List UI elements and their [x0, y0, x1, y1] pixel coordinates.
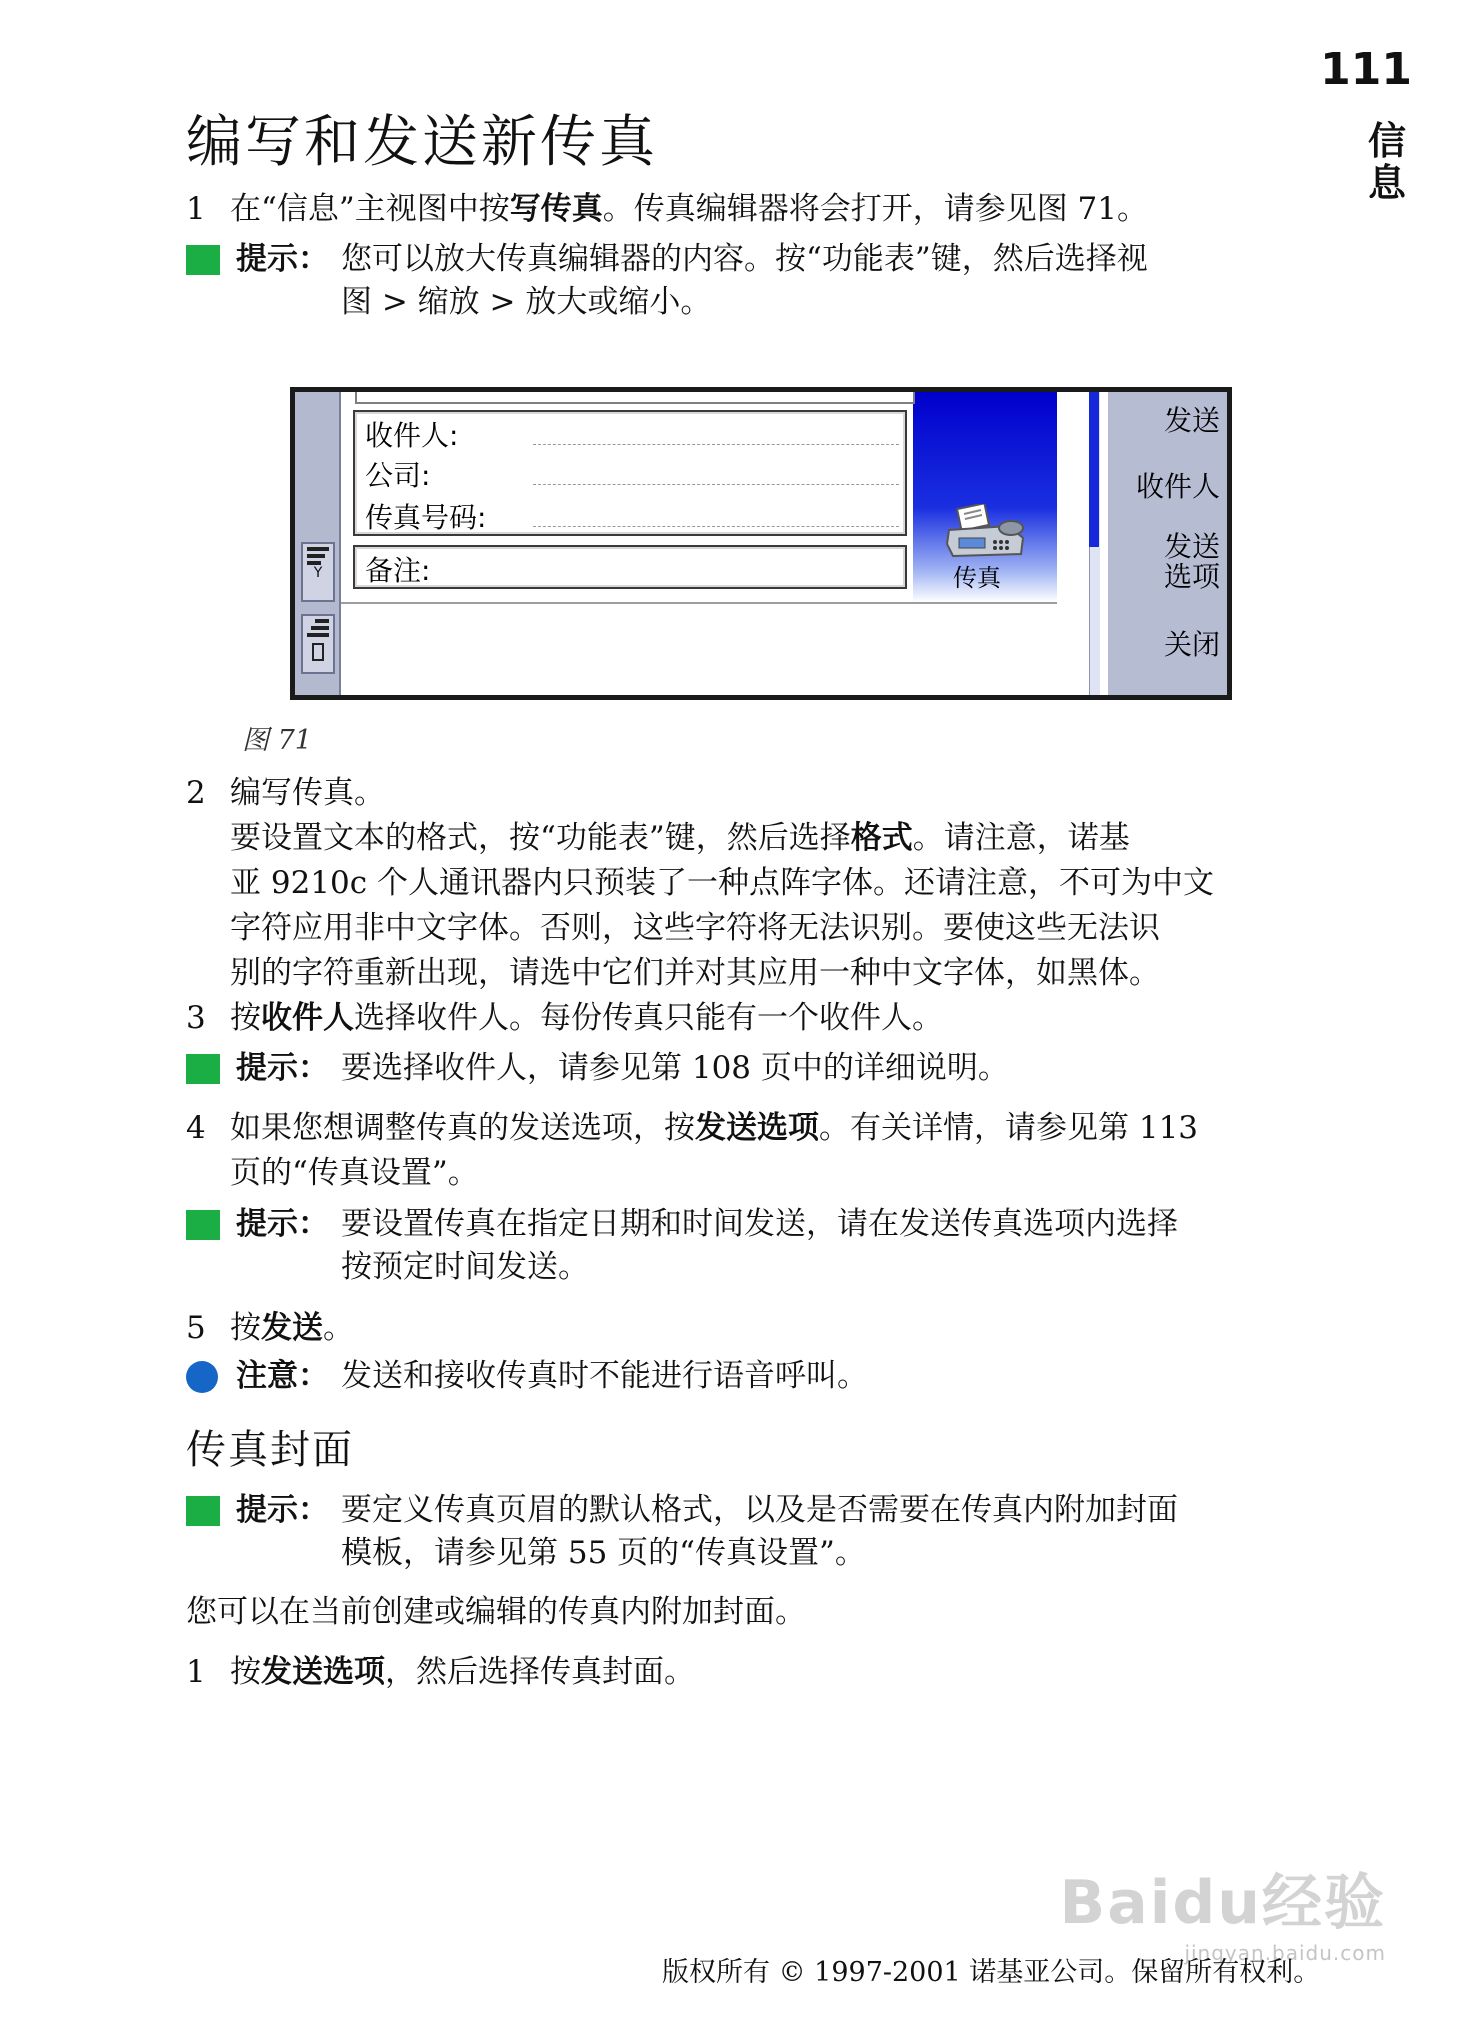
tip-label: 提示：	[236, 1206, 329, 1242]
step-text: 亚 9210c 个人通讯器内只预装了一种点阵字体。还请注意，不可为中文	[230, 865, 1214, 901]
note-1	[186, 1355, 1346, 1398]
tip-4	[186, 1489, 1346, 1575]
watermark-url: jingyan.baidu.com	[1184, 1941, 1386, 1965]
recipient-field[interactable]	[533, 444, 899, 445]
side-tab	[1364, 120, 1410, 204]
tip-text: 您可以放大传真编辑器的内容。按“功能表”键，然后选择视	[341, 241, 1148, 277]
step-text: 按	[230, 1654, 261, 1690]
tip-marker-icon	[186, 1210, 220, 1240]
step-text: 。有关详情，请参见第 113	[819, 1110, 1199, 1146]
signal-strength-icon: Y	[301, 542, 335, 602]
status-indicator-bar	[295, 392, 341, 695]
tip-text: 要设置传真在指定日期和时间发送，请在发送传真选项内选择	[341, 1206, 1178, 1242]
side-tab-char: 息	[1367, 161, 1406, 205]
send-options-line: 发送	[1163, 530, 1220, 563]
step-number: 2	[186, 775, 206, 811]
watermark-brand: Baidu经验	[1059, 1868, 1386, 1938]
step-text: 要设置文本的格式，按“功能表”键，然后选择	[230, 820, 851, 856]
page-number: 111	[1320, 44, 1412, 95]
step-number: 1	[186, 191, 206, 227]
step-2	[186, 771, 1346, 996]
tip-label: 提示：	[236, 1492, 329, 1528]
step-text: 别的字符重新出现，请选中它们并对其应用一种中文字体，如黑体。	[230, 955, 1160, 991]
step-text: 如果您想调整传真的发送选项，按	[230, 1110, 695, 1146]
note-text: 发送和接收传真时不能进行语音呼叫。	[341, 1358, 868, 1394]
note-marker-icon	[186, 1361, 218, 1393]
step-text: 。传真编辑器将会打开，请参见图 71。	[602, 191, 1149, 227]
fax-number-field[interactable]	[533, 526, 899, 527]
send-options-softkey[interactable]	[1164, 532, 1220, 592]
fax-number-label: 传真号码:	[365, 501, 487, 534]
tip-text: 图 > 缩放 > 放大或缩小。	[341, 284, 712, 320]
step-3	[186, 996, 1346, 1041]
tip-2	[186, 1047, 1346, 1090]
step-5	[186, 1306, 1346, 1351]
notes-label: 备注:	[365, 554, 431, 587]
step-text: 编写传真。	[230, 775, 385, 811]
tip-1	[186, 238, 1346, 324]
step-command: 发送选项	[695, 1110, 819, 1146]
step-1	[186, 187, 1346, 232]
notes-field[interactable]	[353, 545, 907, 589]
figure-caption: 图 71	[242, 725, 312, 756]
paragraph: 您可以在当前创建或编辑的传真内附加封面。	[186, 1594, 806, 1630]
step-text: ，然后选择传真封面。	[385, 1654, 695, 1690]
softkey-panel	[1105, 392, 1230, 695]
send-softkey[interactable]: 发送	[1163, 404, 1220, 437]
step-text: 选择收件人。每份传真只能有一个收件人。	[354, 1000, 943, 1036]
step-number: 5	[186, 1310, 206, 1346]
fax-machine-icon	[945, 504, 1027, 560]
step-number: 1	[186, 1654, 206, 1690]
send-options-line: 选项	[1163, 560, 1220, 593]
tip-label: 提示：	[236, 1050, 329, 1086]
baidu-watermark	[1060, 1855, 1386, 1965]
note-label: 注意：	[236, 1358, 329, 1394]
section-title: 编写和发送新传真	[186, 110, 658, 175]
company-field[interactable]	[533, 484, 899, 485]
tip-label: 提示：	[236, 241, 329, 277]
tip-text: 要定义传真页眉的默认格式，以及是否需要在传真内附加封面	[341, 1492, 1178, 1528]
step-number: 4	[186, 1110, 206, 1146]
step-text: 按	[230, 1310, 261, 1346]
tip-text: 要选择收件人，请参见第 108 页中的详细说明。	[341, 1050, 1009, 1086]
address-fields-box	[353, 410, 907, 536]
tip-marker-icon	[186, 245, 220, 275]
tip-marker-icon	[186, 1054, 220, 1084]
footer-copyright: 版权所有 © 1997-2001 诺基亚公司。保留所有权利。	[662, 1957, 1321, 1988]
tip-3	[186, 1203, 1346, 1289]
step-text: 在“信息”主视图中按	[230, 191, 510, 227]
recipient-label: 收件人:	[365, 419, 459, 452]
step-text: 。请注意，诺基	[912, 820, 1130, 856]
step-text: 字符应用非中文字体。否则，这些字符将无法识别。要使这些无法识	[230, 910, 1160, 946]
close-softkey[interactable]: 关闭	[1163, 628, 1220, 661]
step-text: 页的“传真设置”。	[230, 1155, 479, 1191]
step-command: 格式	[850, 820, 913, 856]
step-command: 写传真	[509, 191, 603, 227]
step-text: 。	[323, 1310, 354, 1346]
fax-label: 传真	[953, 564, 1001, 592]
divider	[341, 602, 1057, 604]
subsection-title: 传真封面	[186, 1427, 354, 1473]
tip-marker-icon	[186, 1496, 220, 1526]
company-label: 公司:	[365, 459, 431, 492]
fax-editor-screenshot	[290, 387, 1232, 700]
scrollbar-thumb[interactable]	[1089, 392, 1099, 547]
step-6	[186, 1650, 1346, 1695]
tip-text: 模板，请参见第 55 页的“传真设置”。	[341, 1535, 866, 1571]
step-command: 发送	[261, 1310, 323, 1346]
tip-text: 按预定时间发送。	[341, 1249, 589, 1285]
side-tab-char: 信	[1367, 119, 1406, 163]
step-command: 收件人	[261, 1000, 354, 1036]
step-command: 发送选项	[261, 1654, 385, 1690]
step-text: 按	[230, 1000, 261, 1036]
previous-field-edge	[355, 392, 915, 404]
battery-icon	[301, 614, 335, 674]
recipient-softkey[interactable]: 收件人	[1135, 470, 1220, 503]
step-4	[186, 1106, 1346, 1196]
step-number: 3	[186, 1000, 206, 1036]
